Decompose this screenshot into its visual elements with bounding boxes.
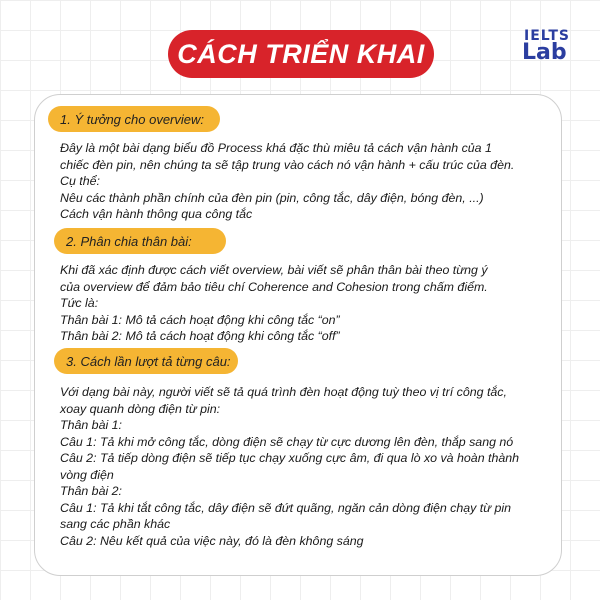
- section-2-body: [60, 262, 560, 345]
- section-2-line: của overview để đảm bảo tiêu chí Coherence and Cohesion trong chấm điểm.: [60, 279, 488, 294]
- section-1-label-text: 1. Ý tưởng cho overview:: [60, 111, 204, 127]
- section-1-line: Đây là một bài dạng biểu đồ Process khá đặc thù miêu tả cách vận hành của 1: [60, 141, 492, 155]
- section-1-line: chiếc đèn pin, nên chúng ta sẽ tập trung vào cách nó vận hành + cấu trúc của đèn.: [60, 157, 515, 172]
- section-1-line: Cách vận hành thông qua công tắc: [60, 207, 253, 221]
- section-2-label: [54, 228, 226, 254]
- page-title-text: CÁCH TRIỂN KHAI: [177, 38, 425, 69]
- section-1-label: [48, 106, 220, 132]
- section-3-body: [60, 384, 560, 549]
- section-1-line: Cụ thể:: [60, 174, 100, 188]
- section-2-line: Thân bài 1: Mô tả cách hoạt động khi công tắc “on”: [60, 312, 340, 327]
- section-3-line: Thân bài 2:: [60, 484, 122, 498]
- section-2-line: Khi đã xác định được cách viết overview, bài viết sẽ phân thân bài theo từng ý: [60, 263, 488, 277]
- page-title: [168, 30, 434, 78]
- section-1-line: Nêu các thành phần chính của đèn pin (pin, công tắc, dây điện, bóng đèn, ...): [60, 190, 484, 205]
- section-3-label: [54, 348, 238, 374]
- section-3-line: Với dạng bài này, người viết sẽ tả quá trình đèn hoạt động tuỳ theo vị trí công tắc,: [60, 385, 507, 399]
- section-2-line: Thân bài 2: Mô tả cách hoạt động khi công tắc “off”: [60, 329, 340, 343]
- ielts-lab-logo: [522, 28, 570, 68]
- logo-text-bottom: Lab: [522, 40, 567, 65]
- section-3-line: Câu 1: Tả khi tắt công tắc, dây điện sẽ đứt quãng, ngăn cản dòng điện chạy từ pin: [60, 500, 512, 515]
- section-3-line: Thân bài 1:: [60, 418, 122, 432]
- section-2-line: Tức là:: [60, 296, 99, 310]
- section-2-label-text: 2. Phân chia thân bài:: [66, 233, 192, 249]
- section-3-label-text: 3. Cách lần lượt tả từng câu:: [66, 353, 231, 369]
- section-3-line: xoay quanh dòng điện từ pin:: [60, 401, 221, 416]
- section-3-line: Câu 1: Tả khi mở công tắc, dòng điện sẽ chạy từ cực dương lên đèn, thắp sang nó: [60, 434, 514, 449]
- section-3-line: vòng điện: [60, 467, 114, 482]
- section-3-line: sang các phần khác: [60, 517, 171, 531]
- section-3-line: Câu 2: Tả tiếp dòng điện sẽ tiếp tục chạy xuống cực âm, đi qua lò xo và hoàn thành: [60, 451, 520, 465]
- logo-text-top: IELTS: [524, 28, 571, 44]
- section-1-body: [60, 140, 560, 223]
- section-3-line: Câu 2: Nêu kết quả của việc này, đó là đèn không sáng: [60, 533, 364, 548]
